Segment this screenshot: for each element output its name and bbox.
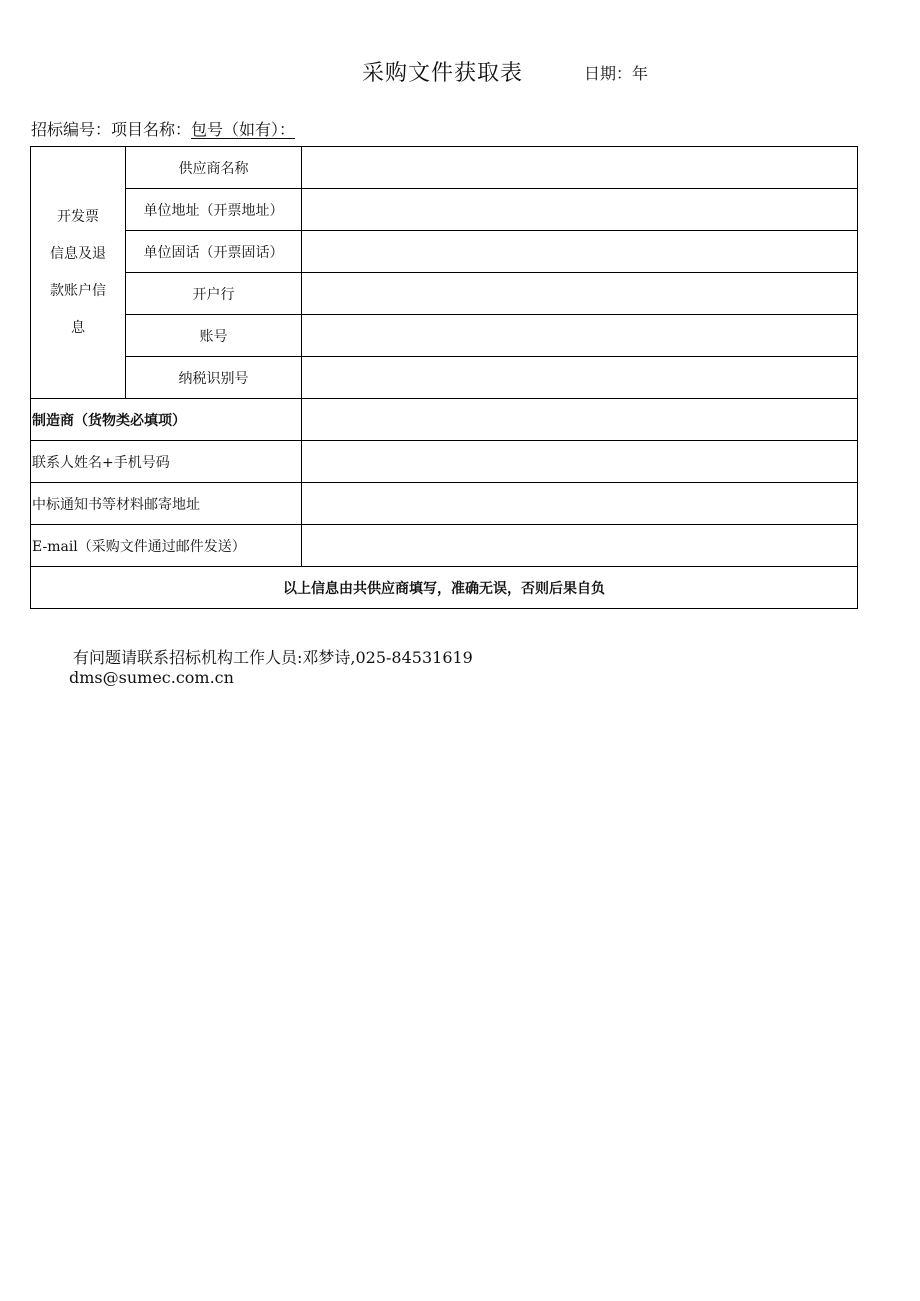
- table-row: [31, 399, 858, 441]
- manufacturer-label: 制造商（货物类必填项）: [31, 399, 302, 441]
- package-number-label: 包号（如有）：: [191, 120, 296, 139]
- table-row: [31, 315, 858, 357]
- footer-note: 以上信息由共供应商填写，准确无误，否则后果自负: [31, 567, 858, 609]
- supplier-name-field[interactable]: [302, 147, 858, 189]
- table-row: [31, 273, 858, 315]
- contact-person-field[interactable]: [302, 441, 858, 483]
- bank-field[interactable]: [302, 273, 858, 315]
- company-address-label: 单位地址（开票地址）: [126, 189, 302, 231]
- invoice-group-line: 息: [71, 319, 85, 336]
- tax-id-label: 纳税识别号: [126, 357, 302, 399]
- table-row: [31, 147, 858, 189]
- invoice-group-line: 开发票: [57, 208, 99, 225]
- table-row: [31, 441, 858, 483]
- table-row: [31, 231, 858, 273]
- company-address-field[interactable]: [302, 189, 858, 231]
- manufacturer-field[interactable]: [302, 399, 858, 441]
- account-number-label: 账号: [126, 315, 302, 357]
- table-row: [31, 525, 858, 567]
- table-row: [31, 567, 858, 609]
- project-meta-line: [31, 117, 295, 140]
- invoice-group-line: 款账户信: [50, 282, 106, 299]
- supplier-name-label: 供应商名称: [126, 147, 302, 189]
- date-label: 日期：年: [584, 64, 649, 83]
- contact-person-label: 联系人姓名+手机号码: [31, 441, 302, 483]
- table-row: [31, 357, 858, 399]
- email-label: E-mail（采购文件通过邮件发送）: [31, 525, 302, 567]
- contact-email: dms@sumec.com.cn: [69, 668, 234, 687]
- tax-id-field[interactable]: [302, 357, 858, 399]
- account-number-field[interactable]: [302, 315, 858, 357]
- table-row: [31, 483, 858, 525]
- mailing-address-field[interactable]: [302, 483, 858, 525]
- form-title: 采购文件获取表: [362, 61, 524, 86]
- email-field[interactable]: [302, 525, 858, 567]
- table-row: [31, 189, 858, 231]
- mailing-address-label: 中标通知书等材料邮寄地址: [31, 483, 302, 525]
- company-phone-field[interactable]: [302, 231, 858, 273]
- bank-label: 开户行: [126, 273, 302, 315]
- contact-info-line: 有问题请联系招标机构工作人员:邓梦诗,025-84531619: [73, 648, 473, 667]
- project-number-and-name-label: 招标编号：项目名称：: [31, 120, 192, 139]
- invoice-group-line: 信息及退: [50, 245, 106, 262]
- company-phone-label: 单位固话（开票固话）: [126, 231, 302, 273]
- acquisition-form-table: [30, 146, 858, 609]
- invoice-group-label: [31, 147, 126, 399]
